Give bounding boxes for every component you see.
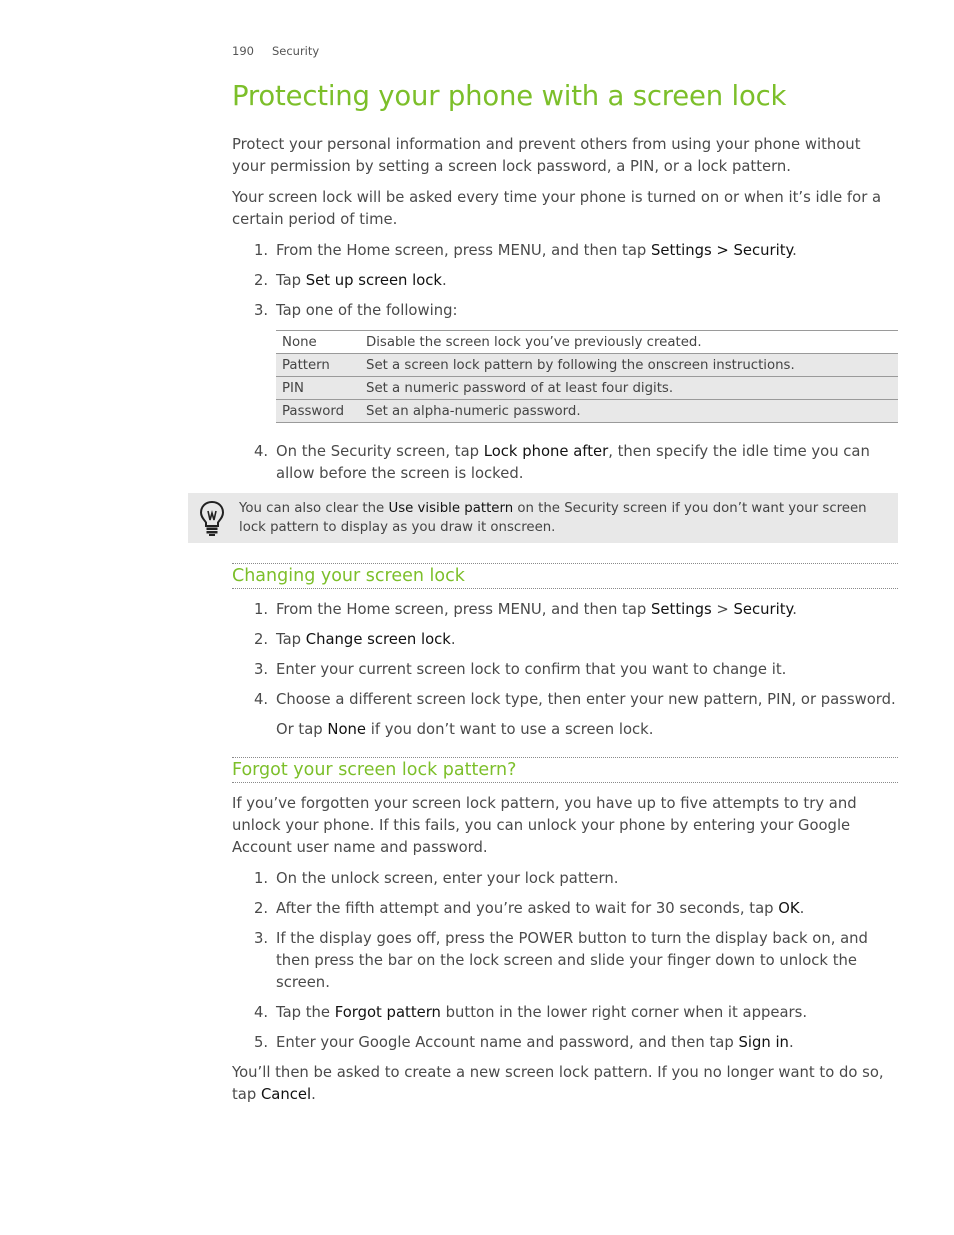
table-row: None Disable the screen lock you’ve previously created. [276,331,898,354]
intro-paragraph-1: Protect your personal information and prevent others from using your phone without your permission by setting a screen lock password, a PIN, or a lock pattern. [232,136,861,175]
list-item: 2. Tap Set up screen lock. [254,272,447,289]
list-item: 2. Tap Change screen lock. [254,631,456,648]
ui-term: Cancel [260,1086,312,1103]
setup-steps-list [232,240,898,322]
list-item: 1. On the unlock screen, enter your lock pattern. [254,870,619,887]
setup-steps-list-continued [232,441,898,485]
forgot-outro: You’ll then be asked to create a new screen lock pattern. If you no longer want to do so, tap Cancel. [232,1064,884,1103]
forgot-intro: If you’ve forgotten your screen lock pattern, you have up to five attempts to try and unlock your phone. If this fails, you can unlock your phone by entering your Google Account user name and password. [232,795,857,856]
chapter-name: Security [271,44,320,58]
list-item: 3. Enter your current screen lock to confirm that you want to change it. [254,661,787,678]
page-content [232,78,898,1115]
list-item: 4. Choose a different screen lock type, then enter your new pattern, PIN, or password. Or tap None if you don’t want to use a screen lock. [232,689,898,741]
page-number: 190 [232,44,254,58]
section-title: Changing your screen lock [232,566,465,586]
section-heading-changing [232,563,898,589]
list-item: 1. From the Home screen, press MENU, and then tap Settings > Security. [254,242,797,259]
table-row: Pattern Set a screen lock pattern by following the onscreen instructions. [276,354,898,377]
tip-box: You can also clear the Use visible pattern on the Security screen if you don’t want your screen lock pattern to display as you draw it onscreen. [188,493,898,543]
ui-term: Sign in [738,1034,789,1051]
section-title: Forgot your screen lock pattern? [232,760,517,780]
lightbulb-icon [199,500,225,542]
sub-note: Or tap None if you don’t want to use a screen lock. [276,721,654,738]
ui-term: Set up screen lock [305,272,443,289]
ui-term: Security [733,601,793,618]
ui-term: Forgot pattern [334,1004,441,1021]
list-item: 1. From the Home screen, press MENU, and then tap Settings > Security. [254,601,797,618]
ui-term: Lock phone after [483,443,609,460]
ui-term: OK [778,900,800,917]
page-title: Protecting your phone with a screen lock [232,80,787,112]
table-row: PIN Set a numeric password of at least four digits. [276,377,898,400]
list-item: 3. If the display goes off, press the POWER button to turn the display back on, and then press the bar on the lock screen and slide your finger down to unlock the screen. [254,930,868,991]
ui-term: Change screen lock [305,631,451,648]
list-item: 2. After the fifth attempt and you’re asked to wait for 30 seconds, tap OK. [254,900,805,917]
list-item: 4. Tap the Forgot pattern button in the lower right corner when it appears. [254,1004,808,1021]
ui-term: Settings [651,601,712,618]
forgot-steps-list [232,868,898,1054]
intro-paragraph-2: Your screen lock will be asked every time your phone is turned on or when it’s idle for a certain period of time. [232,189,882,228]
page-header [232,44,319,58]
section-heading-forgot [232,757,898,783]
list-item: 5. Enter your Google Account name and password, and then tap Sign in. [254,1034,794,1051]
ui-term: None [327,721,367,738]
change-steps-list [232,599,898,741]
lock-options-table [276,330,898,423]
list-item: 4. On the Security screen, tap Lock phone after, then specify the idle time you can allow before the screen is locked. [254,443,870,482]
list-item: 3. Tap one of the following: [254,302,458,319]
table-row: Password Set an alpha-numeric password. [276,400,898,423]
ui-term: Use visible pattern [388,501,514,516]
ui-term: Settings > Security [651,242,793,259]
